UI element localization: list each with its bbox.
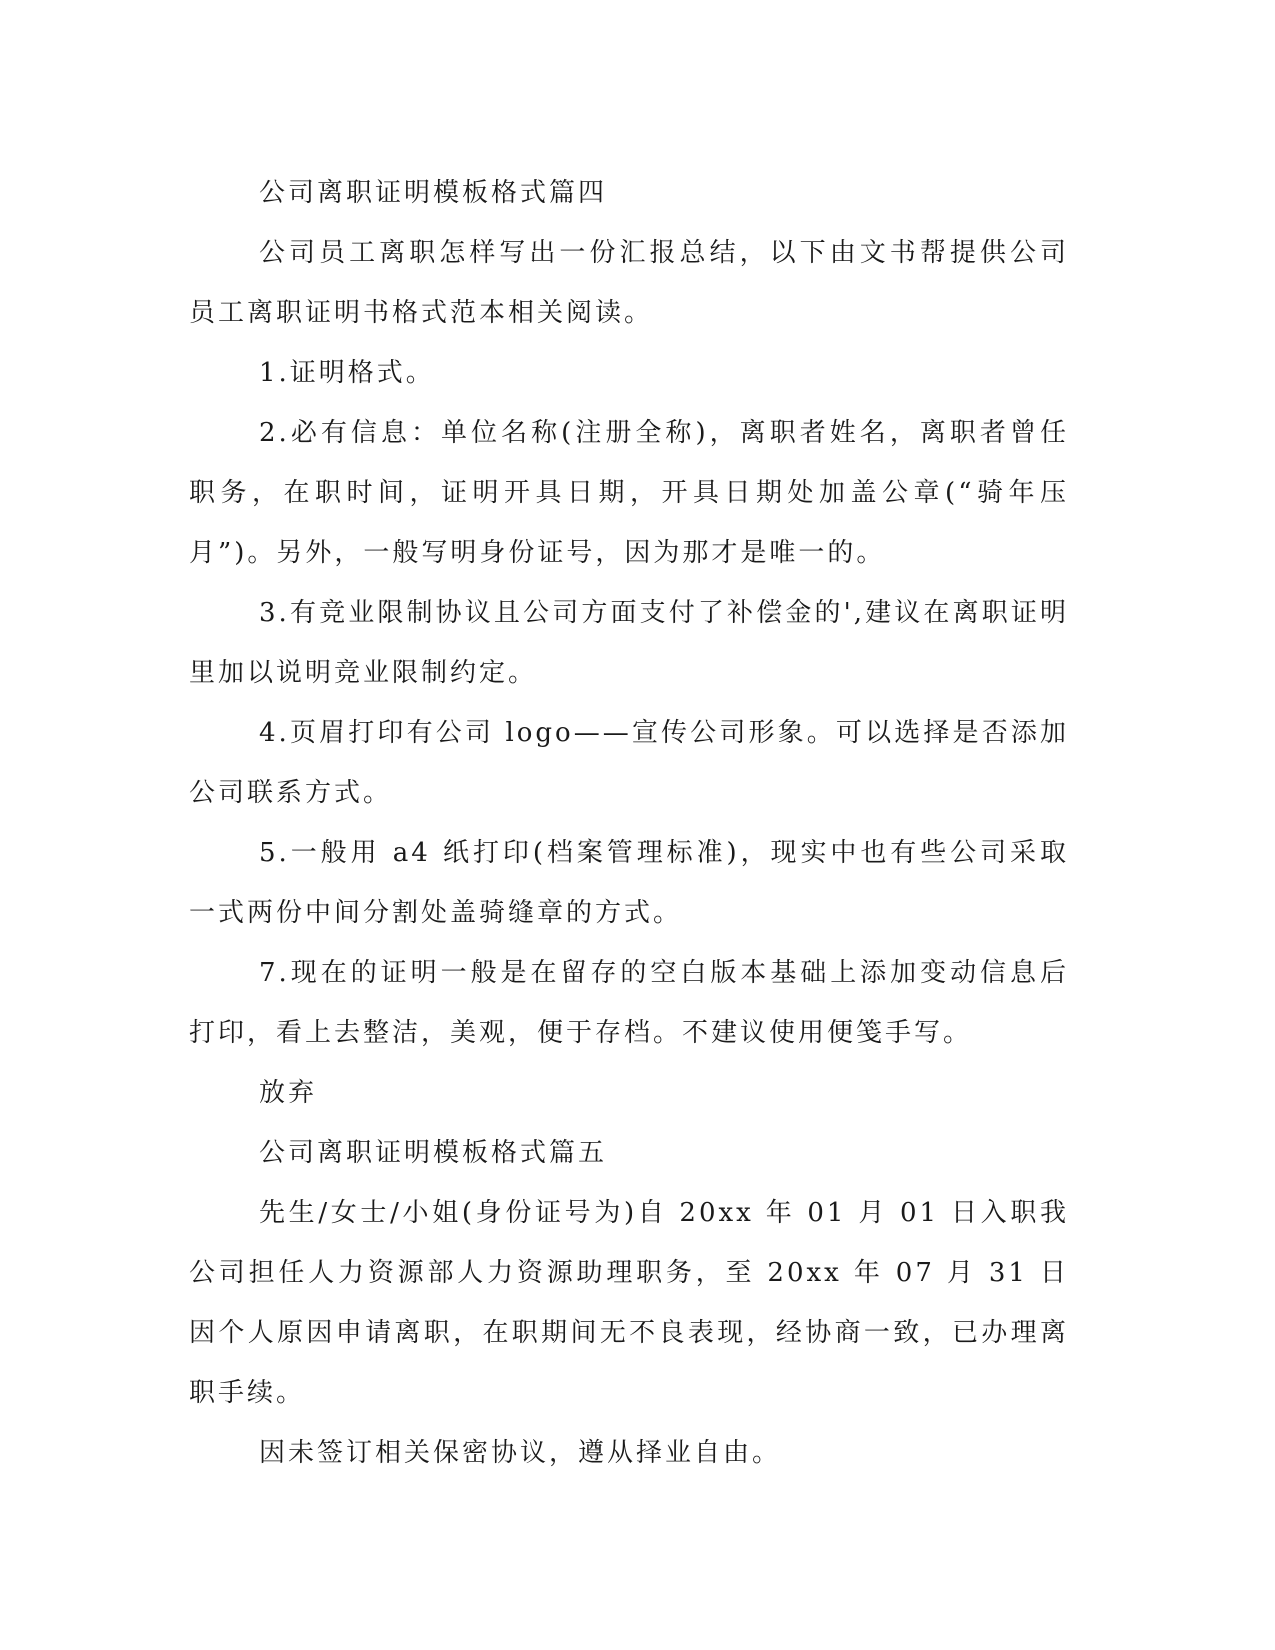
- list-item-5: 5.一般用 a4 纸打印(档案管理标准)，现实中也有些公司采取一式两份中间分割处盖骑缝章的方式。: [189, 838, 1069, 928]
- certificate-note: 因未签订相关保密协议，遵从择业自由。: [259, 1438, 782, 1468]
- list-item-1: 1.证明格式。: [259, 358, 435, 388]
- list-item-3: 3.有竞业限制协议且公司方面支付了补偿金的',建议在离职证明里加以说明竞业限制约定。: [189, 598, 1069, 688]
- certificate-body: 先生/女士/小姐(身份证号为)自 20xx 年 01 月 01 日入职我公司担任人力资源部人力资源助理职务，至 20xx 年 07 月 31 日因个人原因申请离职，在职期间无不良表现，经协商一致，已办理离职手续。: [189, 1198, 1069, 1408]
- list-item-2: 2.必有信息：单位名称(注册全称)，离职者姓名，离职者曾任职务，在职时间，证明开具日期，开具日期处加盖公章(“骑年压月”)。另外，一般写明身份证号，因为那才是唯一的。: [189, 418, 1069, 568]
- section-heading-4: 公司离职证明模板格式篇四: [259, 178, 608, 208]
- document-body: [189, 163, 1069, 1483]
- standalone-line: 放弃: [259, 1078, 318, 1108]
- list-item-7: 7.现在的证明一般是在留存的空白版本基础上添加变动信息后打印，看上去整洁，美观，便于存档。不建议使用便笺手写。: [189, 958, 1069, 1048]
- section-heading-5: 公司离职证明模板格式篇五: [259, 1138, 608, 1168]
- intro-paragraph: 公司员工离职怎样写出一份汇报总结，以下由文书帮提供公司员工离职证明书格式范本相关阅读。: [189, 238, 1069, 328]
- list-item-4: 4.页眉打印有公司 logo——宣传公司形象。可以选择是否添加公司联系方式。: [189, 718, 1069, 808]
